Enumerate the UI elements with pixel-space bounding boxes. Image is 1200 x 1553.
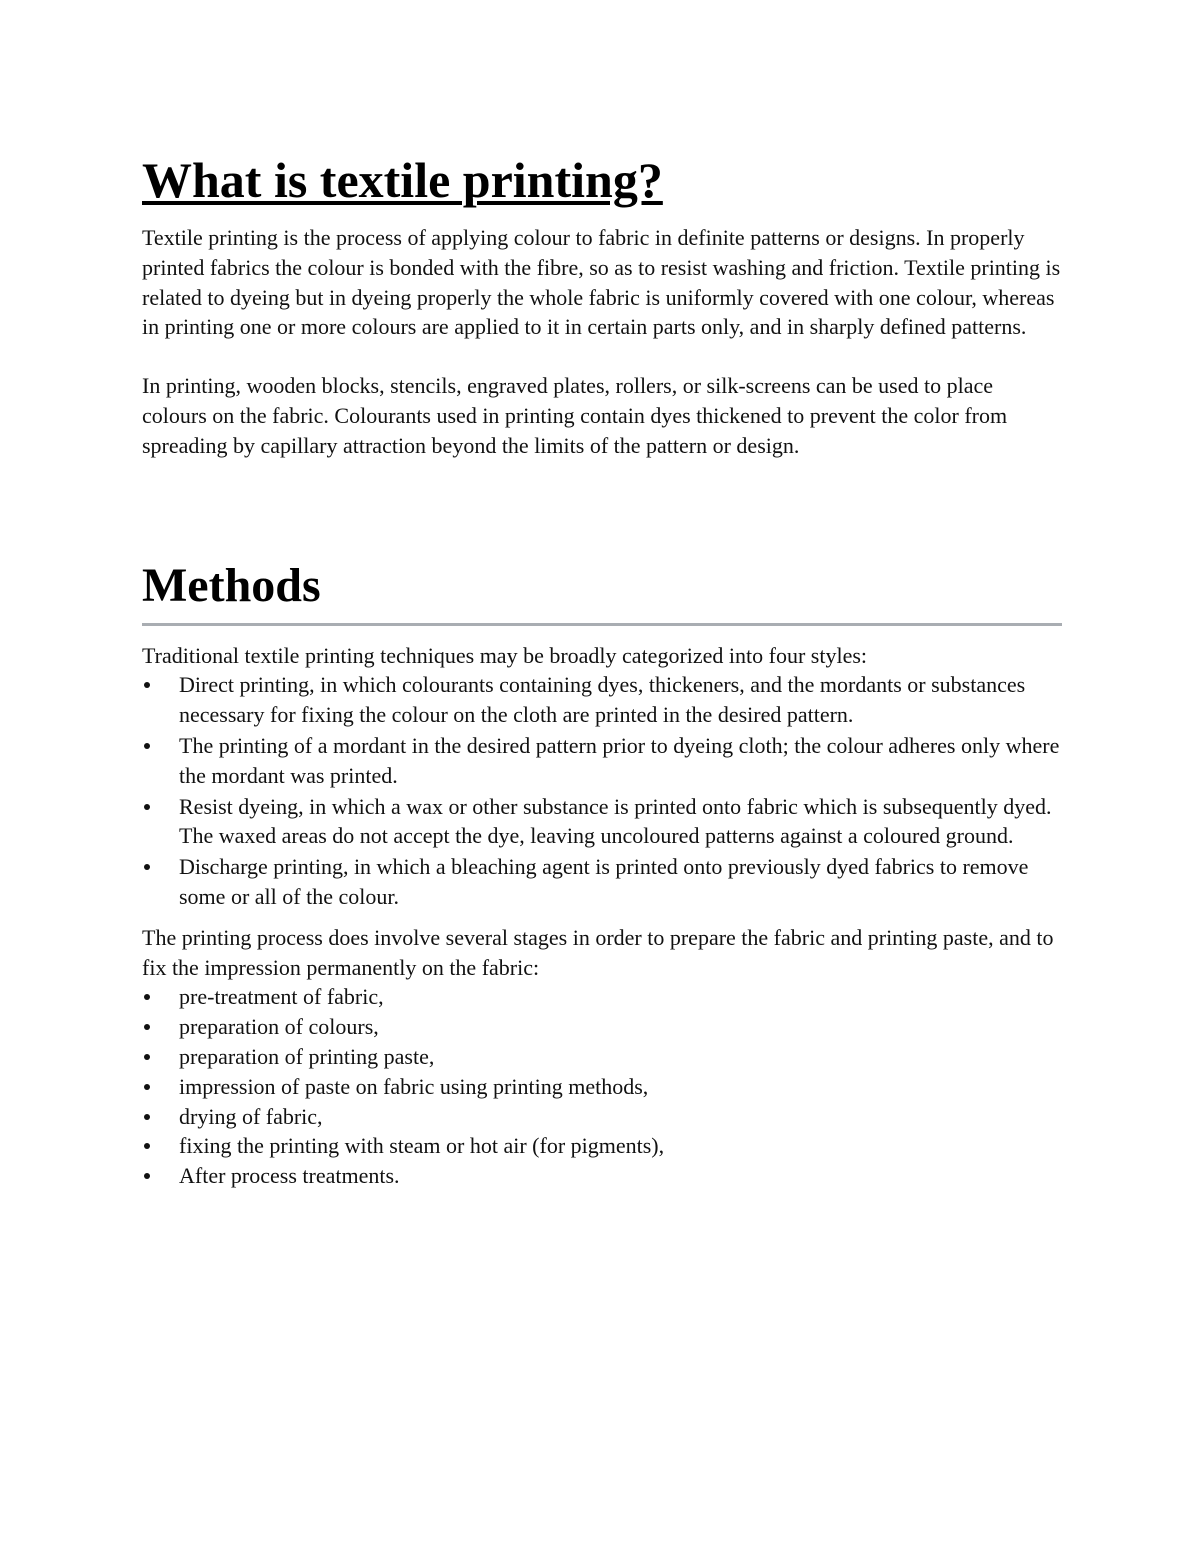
intro-paragraph: Textile printing is the process of applying colour to fabric in definite patterns or designs. In properly printed fabrics the colour is bonded with the fibre, so as to resist washing and friction. Textile printing is related to dyeing but in dyeing properly the whole fabric is uniformly covered with one colour, whereas in printing one or more colours are applied to it in certain parts only, and in sharply defined patterns. [142, 225, 1061, 340]
page-title: What is textile printing? [142, 152, 663, 208]
bullet-icon [144, 1143, 150, 1149]
bullet-icon [144, 1084, 150, 1090]
printing-styles-list [142, 670, 1062, 911]
intro-paragraph: In printing, wooden blocks, stencils, engraved plates, rollers, or silk-screens can be used to place colours on the fabric. Colourants used in printing contain dyes thickened to prevent the color from spreading by capillary attraction beyond the limits of the pattern or design. [142, 373, 1008, 458]
list-item-text: preparation of printing paste, [179, 1043, 435, 1069]
list-item-text: After process treatments. [179, 1163, 400, 1189]
bullet-icon [144, 1024, 150, 1030]
list-item-text: The printing of a mordant in the desired pattern prior to dyeing cloth; the colour adheres only where the mordant was printed. [179, 732, 1060, 788]
list-item [142, 1161, 1062, 1191]
bullet-icon [144, 804, 150, 810]
list-item [142, 982, 1062, 1012]
list-item [142, 670, 1062, 730]
list-item-text: Direct printing, in which colourants containing dyes, thickeners, and the mordants or substances necessary for fixing the colour on the cloth are printed in the desired pattern. [179, 672, 1026, 728]
bullet-icon [144, 1054, 150, 1060]
bullet-icon [144, 1114, 150, 1120]
document-page [142, 150, 1062, 1191]
list-item [142, 1012, 1062, 1042]
list-item [142, 852, 1062, 912]
list-item [142, 792, 1062, 852]
list-item-text: preparation of colours, [179, 1014, 379, 1040]
list-item-text: pre-treatment of fabric, [179, 984, 384, 1010]
list-item-text: drying of fabric, [179, 1103, 323, 1129]
list-item [142, 731, 1062, 791]
process-stages-list [142, 982, 1062, 1191]
methods-intro: Traditional textile printing techniques may be broadly categorized into four styles: [142, 642, 868, 668]
process-intro: The printing process does involve several stages in order to prepare the fabric and printing paste, and to fix the impression permanently on the fabric: [142, 924, 1054, 980]
list-item-text: impression of paste on fabric using printing methods, [179, 1073, 649, 1099]
list-item [142, 1072, 1062, 1102]
bullet-icon [144, 864, 150, 870]
bullet-icon [144, 994, 150, 1000]
list-item [142, 1102, 1062, 1132]
list-item [142, 1131, 1062, 1161]
list-item-text: fixing the printing with steam or hot air (for pigments), [179, 1133, 665, 1159]
bullet-icon [144, 682, 150, 688]
bullet-icon [144, 743, 150, 749]
heading-divider [142, 623, 1062, 626]
list-item-text: Resist dyeing, in which a wax or other substance is printed onto fabric which is subsequently dyed. The waxed areas do not accept the dye, leaving uncoloured patterns against a coloured ground. [179, 793, 1052, 849]
methods-heading: Methods [142, 558, 321, 612]
bullet-icon [144, 1173, 150, 1179]
list-item-text: Discharge printing, in which a bleaching agent is printed onto previously dyed fabrics to remove some or all of the colour. [179, 854, 1029, 909]
list-item [142, 1042, 1062, 1072]
